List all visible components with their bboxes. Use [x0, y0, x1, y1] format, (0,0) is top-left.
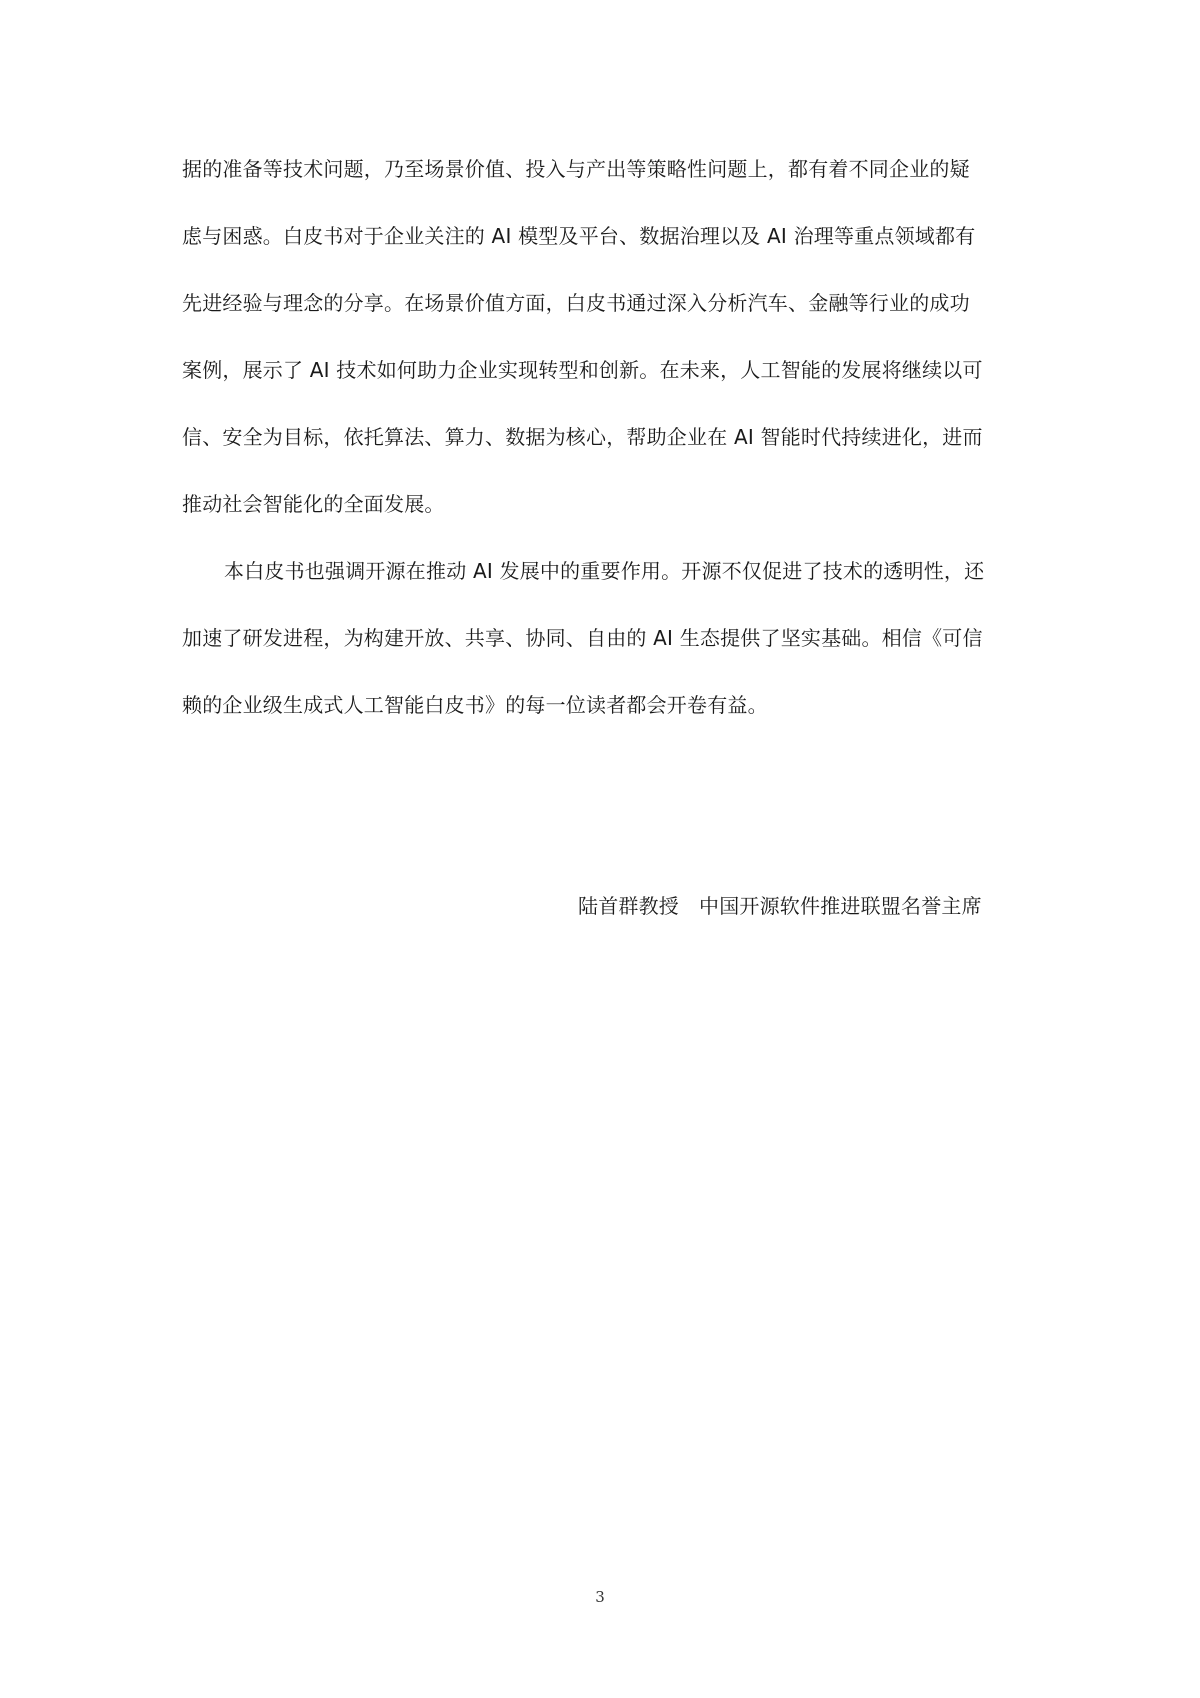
text-line: 推动社会智能化的全面发展。 — [182, 493, 445, 516]
text-line: 据的准备等技术问题，乃至场景价值、投入与产出等策略性问题上，都有着不同企业的疑 — [182, 158, 970, 181]
paragraph-first-line: 本白皮书也强调开源在推动 AI 发展中的重要作用。开源不仅促进了技术的透明性，还 — [224, 560, 985, 583]
text-line: 信、安全为目标，依托算法、算力、数据为核心，帮助企业在 AI 智能时代持续进化，进而 — [182, 426, 983, 449]
page-number: 3 — [595, 1588, 605, 1606]
text-line: 虑与困惑。白皮书对于企业关注的 AI 模型及平台、数据治理以及 AI 治理等重点领域都有 — [182, 225, 976, 248]
text-line: 赖的企业级生成式人工智能白皮书》的每一位读者都会开卷有益。 — [182, 694, 768, 717]
text-line: 先进经验与理念的分享。在场景价值方面，白皮书通过深入分析汽车、金融等行业的成功 — [182, 292, 970, 315]
signature-title: 中国开源软件推进联盟名誉主席 — [699, 894, 982, 918]
body-text — [182, 158, 1022, 761]
signature — [578, 894, 1018, 918]
text-line: 加速了研发进程，为构建开放、共享、协同、自由的 AI 生态提供了坚实基础。相信《可信 — [182, 627, 983, 650]
text-line: 案例，展示了 AI 技术如何助力企业实现转型和创新。在未来，人工智能的发展将继续以可 — [182, 359, 983, 382]
signature-name: 陆首群教授 — [578, 894, 679, 918]
